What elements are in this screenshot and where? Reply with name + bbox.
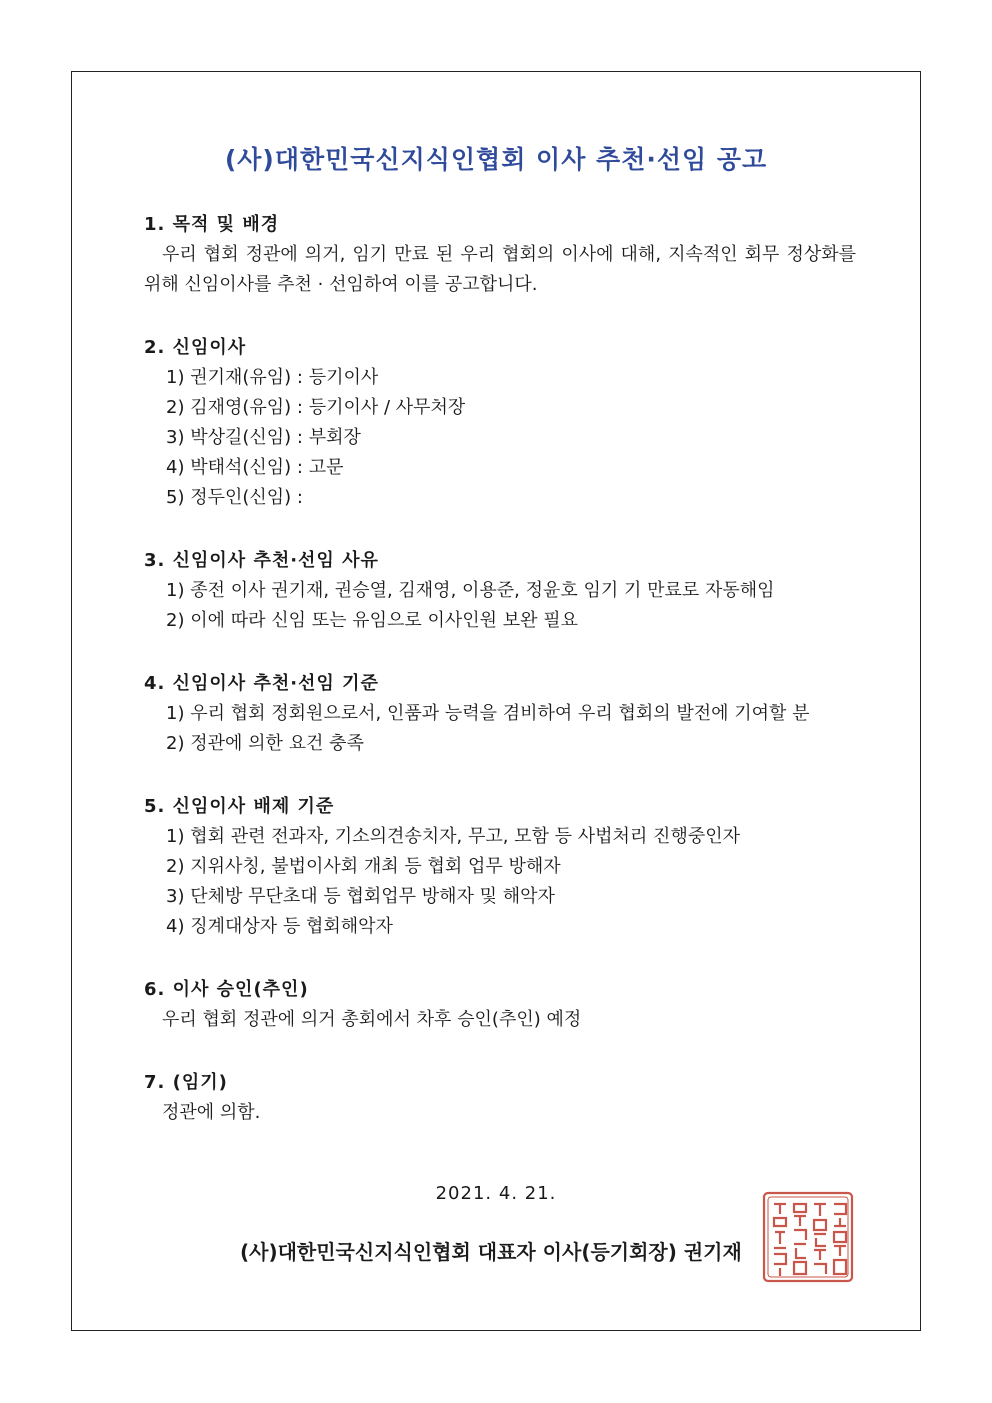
section-paragraph: 우리 협회 정관에 의거, 임기 만료 된 우리 협회의 이사에 대해, 지속적인 회무 정상화를 위해 신임이사를 추천 · 선임하여 이를 공고합니다. <box>144 244 856 295</box>
list-item: 2) 지위사칭, 불법이사회 개최 등 협회 업무 방해자 <box>166 856 561 877</box>
signature-line: (사)대한민국신지식인협회 대표자 이사(등기회장) 권기재 <box>240 1240 742 1264</box>
list-item: 3) 단체방 무단초대 등 협회업무 방해자 및 해악자 <box>166 886 555 907</box>
section-paragraph: 우리 협회 정관에 의거 총회에서 차후 승인(추인) 예정 <box>162 1009 582 1030</box>
section-heading: 2. 신임이사 <box>144 337 247 358</box>
list-item: 1) 우리 협회 정회원으로서, 인품과 능력을 겸비하여 우리 협회의 발전에 기여할 분 <box>166 703 810 724</box>
section-purpose <box>144 210 856 300</box>
section-criteria <box>144 669 856 759</box>
list-item: 4) 박태석(신임) : 고문 <box>166 457 344 478</box>
list-item: 5) 정두인(신임) : <box>166 487 303 508</box>
section-heading: 5. 신임이사 배제 기준 <box>144 796 335 817</box>
section-new-directors <box>144 333 856 513</box>
list-item: 1) 권기재(유임) : 등기이사 <box>166 367 379 388</box>
section-exclusion <box>144 792 856 942</box>
document-title: (사)대한민국신지식인협회 이사 추천·선임 공고 <box>224 145 768 174</box>
section-heading: 7. (임기) <box>144 1072 228 1093</box>
official-seal-stamp <box>761 1190 855 1284</box>
notice-date: 2021. 4. 21. <box>435 1183 557 1204</box>
director-list <box>144 363 856 513</box>
section-heading: 6. 이사 승인(추인) <box>144 979 309 1000</box>
section-reason <box>144 546 856 636</box>
list-item: 3) 박상길(신임) : 부회장 <box>166 427 361 448</box>
section-heading: 4. 신임이사 추천·선임 기준 <box>144 673 379 694</box>
list-item: 2) 이에 따라 신임 또는 유임으로 이사인원 보완 필요 <box>166 610 579 631</box>
section-heading: 1. 목적 및 배경 <box>144 214 280 235</box>
list-item: 1) 종전 이사 권기재, 권승열, 김재영, 이용준, 정윤호 임기 기 만료로 자동해임 <box>166 580 775 601</box>
list-item: 1) 협회 관련 전과자, 기소의견송치자, 무고, 모함 등 사법처리 진행중인자 <box>166 826 740 847</box>
document-body <box>144 210 856 1128</box>
list-item: 4) 징계대상자 등 협회해악자 <box>166 916 393 937</box>
section-paragraph: 정관에 의함. <box>162 1102 261 1123</box>
list-item: 2) 김재영(유임) : 등기이사 / 사무처장 <box>166 397 466 418</box>
list-item: 2) 정관에 의한 요건 충족 <box>166 733 364 754</box>
section-approval <box>144 975 856 1035</box>
section-term <box>144 1068 856 1128</box>
section-heading: 3. 신임이사 추천·선임 사유 <box>144 550 379 571</box>
